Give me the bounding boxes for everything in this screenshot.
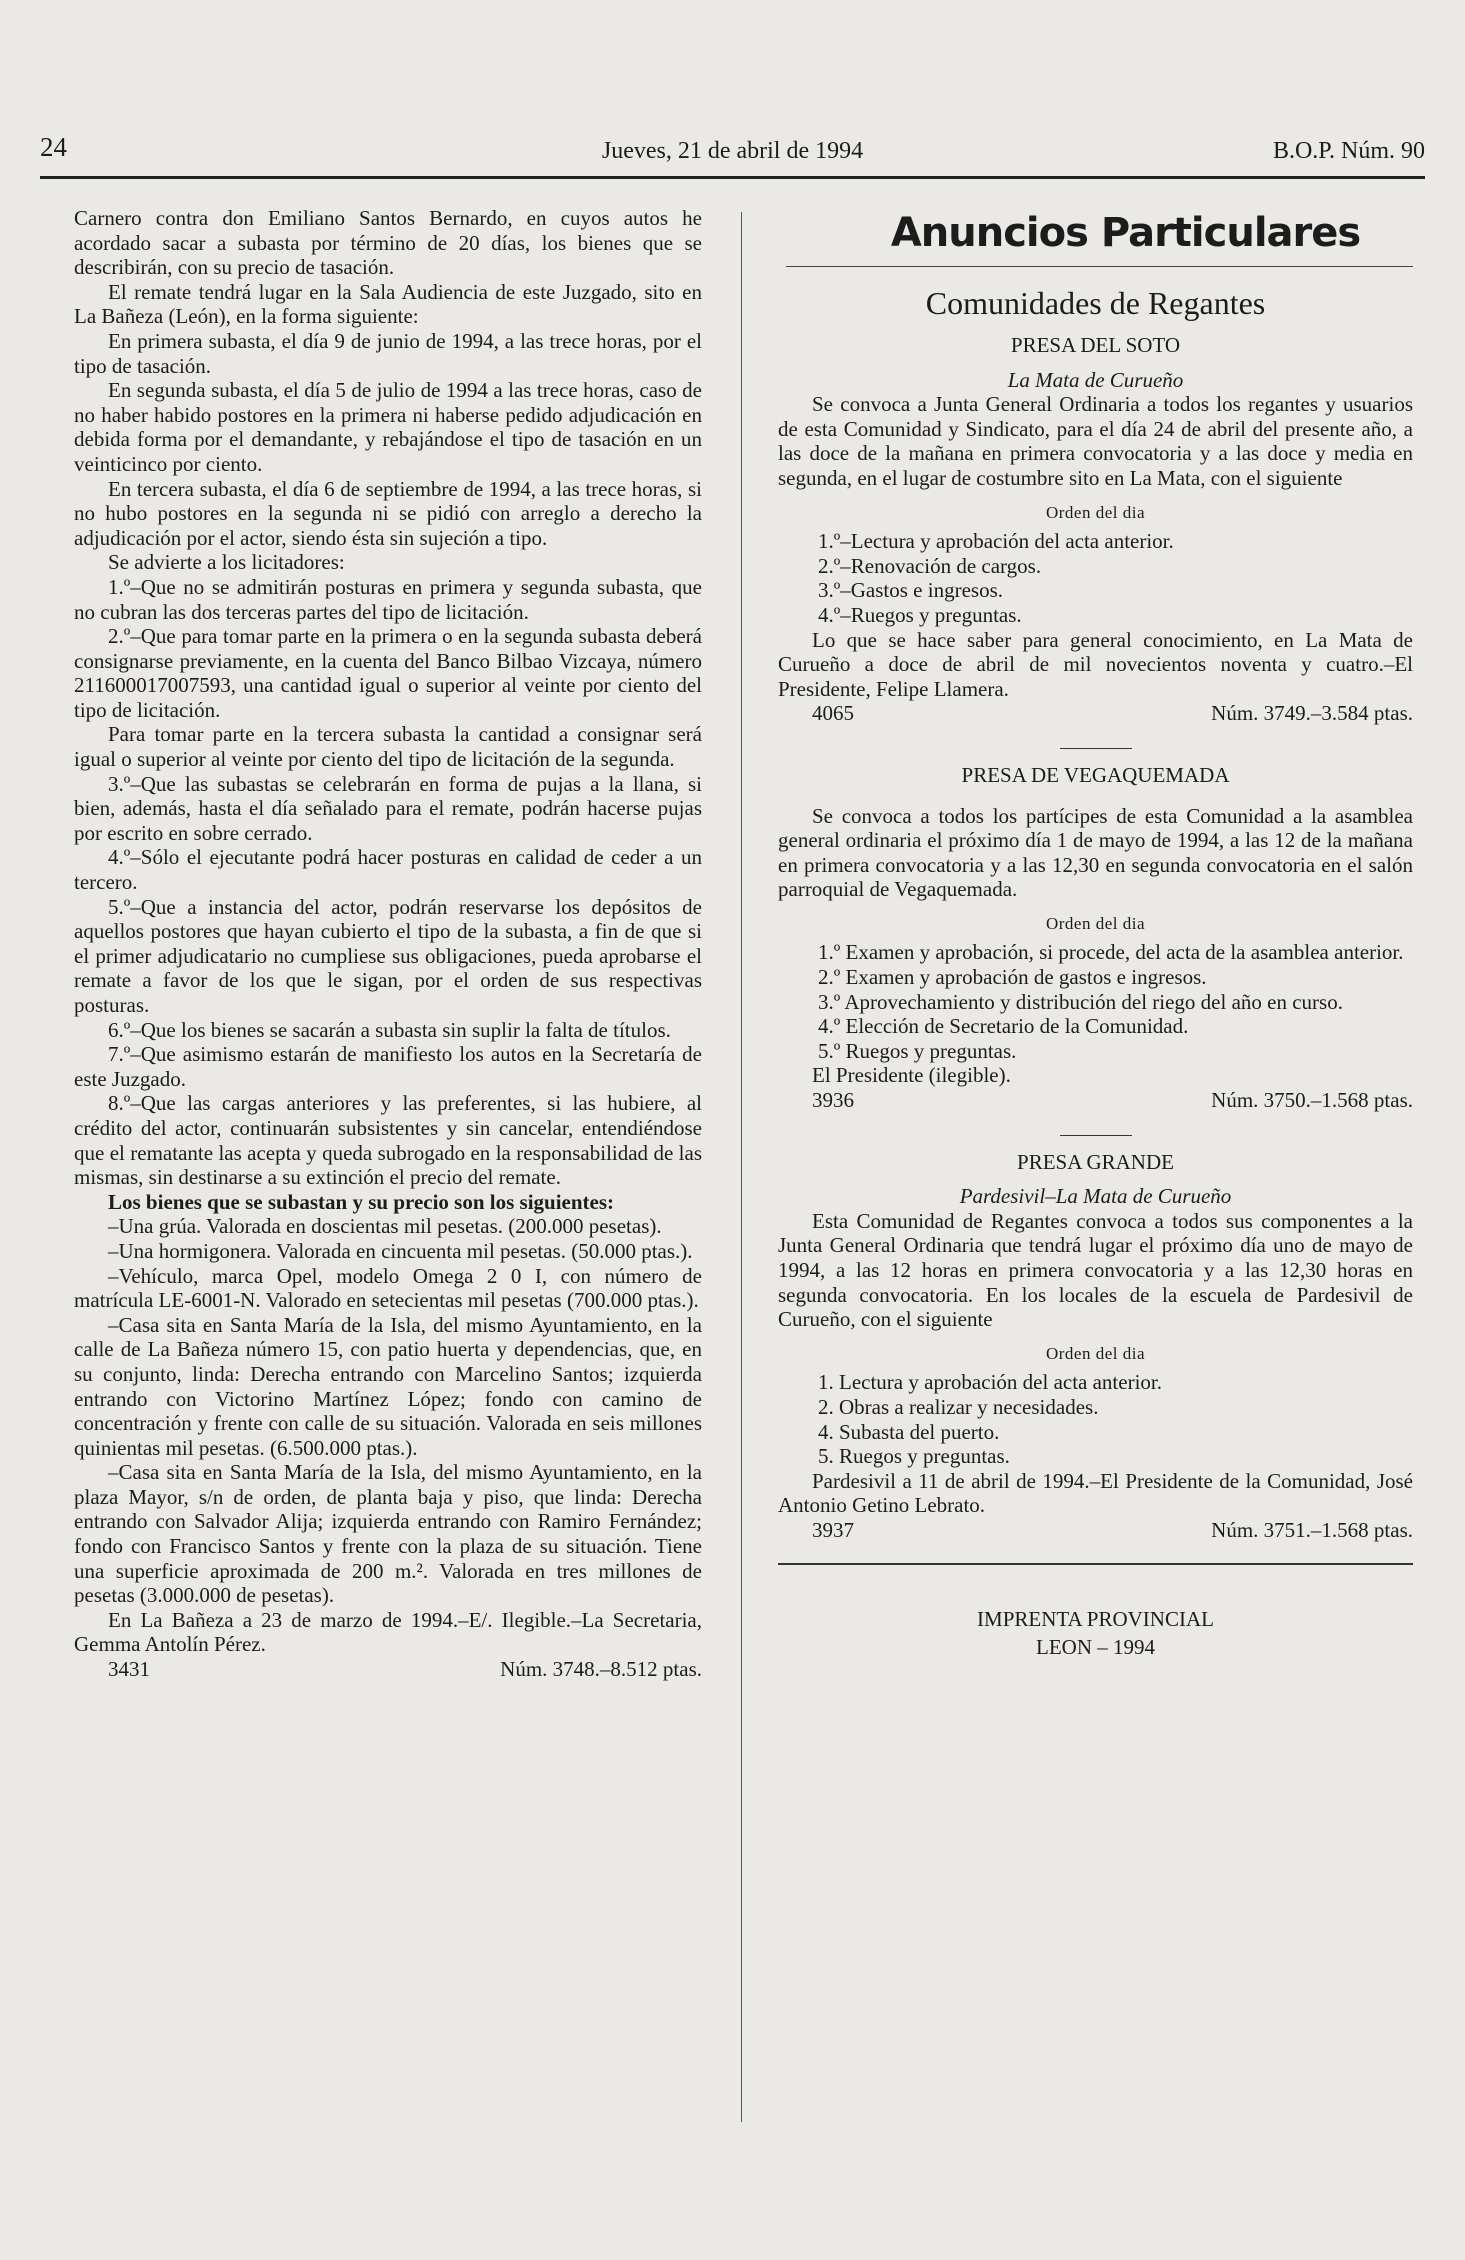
section-rule <box>786 266 1413 267</box>
notice-heading: PRESA GRANDE <box>1017 1149 1174 1174</box>
orden-item: 2.º–Renovación de cargos. <box>818 553 1042 578</box>
right-column <box>778 206 1413 1661</box>
body-paragraph: 8.º–Que las cargas anteriores y las preferentes, si las hubiere, al crédito del actor, continuarán subsistentes y sin cancelar, entendiéndose que el rematante las acepta y queda subrogado en la responsabilidad de las mismas, sin destinarse a su extinción el precio del remate. <box>74 1091 702 1190</box>
body-paragraph: Para tomar parte en la tercera subasta la cantidad a consignar será igual o superior al veinte por ciento del tipo de licitación de la segunda. <box>74 722 702 772</box>
orden-item: 5.º Ruegos y preguntas. <box>818 1038 1017 1063</box>
reference-line <box>778 1518 1413 1543</box>
body-paragraph: 6.º–Que los bienes se sacarán a subasta sin suplir la falta de títulos. <box>108 1017 671 1042</box>
orden-item: 3.º–Gastos e ingresos. <box>818 578 1003 603</box>
body-paragraph: 2.º–Que para tomar parte en la primera o en la segunda subasta deberá consignarse previamente, en la cuenta del Banco Bilbao Vizcaya, número 211600017007593, una cantidad igual o superior al veinte por ciento del tipo de licitación. <box>74 624 702 722</box>
page-number: 24 <box>40 132 67 162</box>
orden-item: 5. Ruegos y preguntas. <box>818 1444 1010 1469</box>
notice-body: Se convoca a Junta General Ordinaria a todos los regantes y usuarios de esta Comunidad y Sindicato, para el día 24 de abril del presente año, a las doce de la mañana en primera convocatoria y a las doce y media en segunda, en el lugar de costumbre sito en La Mata, con el siguiente <box>778 392 1413 490</box>
notice-presa-del-soto <box>778 323 1413 726</box>
goods-item: –Una grúa. Valorada en doscientas mil pesetas. (200.000 pesetas). <box>108 1214 662 1239</box>
reference-price: Núm. 3749.–3.584 ptas. <box>1211 701 1413 726</box>
notice-separator <box>1060 1135 1132 1136</box>
reference-price: Núm. 3750.–1.568 ptas. <box>1211 1088 1413 1113</box>
body-paragraph: 7.º–Que asimismo estarán de manifiesto los autos en la Secretaría de este Juzgado. <box>74 1042 702 1091</box>
body-paragraph: Carnero contra don Emiliano Santos Bernardo, en cuyos autos he acordado sacar a subasta por término de 20 días, los bienes que se describirán, con su precio de tasación. <box>74 206 702 280</box>
end-rule <box>778 1563 1413 1565</box>
orden-item: 1.º Examen y aprobación, si procede, del acta de la asamblea anterior. <box>818 940 1404 965</box>
orden-label: Orden del dia <box>1045 913 1146 933</box>
section-title: Anuncios Particulares <box>890 210 1361 256</box>
goods-item: –Casa sita en Santa María de la Isla, del mismo Ayuntamiento, en la calle de La Bañeza número 15, con patio huerta y dependencias, que, en su conjunto, linda: Derecha entrando con Marcelino Santos; izquierda entrando con Victorino Martínez López; fondo con camino de concentración y frente con calle de su situación. Valorada en seis millones quinientas mil pesetas. (6.500.000 ptas.). <box>74 1312 702 1460</box>
orden-label: Orden del dia <box>1045 502 1146 522</box>
subsection-title: Comunidades de Regantes <box>925 285 1266 321</box>
goods-item: –Una hormigonera. Valorada en cincuenta mil pesetas. (50.000 ptas.). <box>108 1238 693 1263</box>
reference-code: 3431 <box>108 1657 150 1682</box>
column-divider <box>741 212 742 2122</box>
goods-item: –Casa sita en Santa María de la Isla, del mismo Ayuntamiento, en la plaza Mayor, s/n de orden, de planta baja y piso, que linda: Derecha entrando con Salvador Alija; izquierda entrando con Ramiro Fernández; fondo con Francisco Santos y frente con la plaza de su situación. Tiene una superficie aproximada de 200 m.². Valorada en tres millones de pesetas (3.000.000 de pesetas). <box>74 1460 702 1608</box>
reference-price: Núm. 3748.–8.512 ptas. <box>500 1657 702 1682</box>
notice-closing: Lo que se hace saber para general conocimiento, en La Mata de Curueño a doce de abril de mil novecientos noventa y cuatro.–El Presidente, Felipe Llamera. <box>778 627 1413 701</box>
reference-code: 3937 <box>812 1517 854 1542</box>
body-paragraph: El remate tendrá lugar en la Sala Audiencia de este Juzgado, sito en La Bañeza (León), en la forma siguiente: <box>74 279 702 329</box>
orden-item: 4.º Elección de Secretario de la Comunidad. <box>818 1014 1189 1039</box>
body-paragraph: En primera subasta, el día 9 de junio de 1994, a las trece horas, por el tipo de tasación. <box>74 328 702 378</box>
goods-heading: Los bienes que se subastan y su precio son los siguientes: <box>108 1189 615 1214</box>
body-paragraph: 3.º–Que las subastas se celebrarán en forma de pujas a la llana, si bien, además, hasta el día señalado para el remate, podrán hacerse pujas por escrito en sobre cerrado. <box>74 771 702 845</box>
body-paragraph: En segunda subasta, el día 5 de julio de 1994 a las trece horas, caso de no haber habido postores en la primera ni haberse pedido adjudicación en debida forma por el demandante, y rebajándose el tipo de tasación en un veinticinco por ciento. <box>74 378 702 476</box>
issue-date: Jueves, 21 de abril de 1994 <box>601 138 864 164</box>
orden-item: 1.º–Lectura y aprobación del acta anterior. <box>818 529 1174 554</box>
notice-body: Esta Comunidad de Regantes convoca a todos sus componentes a la Junta General Ordinaria que tendrá lugar el próximo día uno de mayo de 1994, a las 12 horas en primera convocatoria y a las 12,30 horas en segunda convocatoria. En los locales de la escuela de Pardesivil de Curueño, con el siguiente <box>778 1208 1413 1332</box>
notice-subheading: La Mata de Curueño <box>1007 367 1184 392</box>
notice-presa-de-vegaquemada <box>778 763 1413 1113</box>
imprint <box>778 1605 1413 1661</box>
body-paragraph: 1.º–Que no se admitirán posturas en primera y segunda subasta, que no cubran las dos terceras partes del tipo de licitación. <box>74 574 702 624</box>
imprint-name: IMPRENTA PROVINCIAL <box>977 1606 1214 1631</box>
imprint-place-year: LEON – 1994 <box>1036 1634 1155 1659</box>
orden-item: 1. Lectura y aprobación del acta anterior. <box>818 1370 1162 1395</box>
reference-line <box>74 1657 702 1682</box>
bulletin-number: B.O.P. Núm. 90 <box>1272 138 1425 164</box>
body-paragraph: 5.º–Que a instancia del actor, podrán reservarse los depósitos de aquellos postores que hayan cubierto el tipo de la subasta, a fin de que si el primer adjudicatario no cumpliese sus obligaciones, pueda aprobarse el remate a favor de los que le sigan, por el orden de sus respectivas posturas. <box>74 894 702 1017</box>
reference-price: Núm. 3751.–1.568 ptas. <box>1211 1517 1413 1542</box>
notice-body: Se convoca a todos los partícipes de esta Comunidad a la asamblea general ordinaria el próximo día 1 de mayo de 1994, a las 12 de la mañana en primera convocatoria y a las 12,30 en segunda convocatoria en el salón parroquial de Vegaquemada. <box>778 803 1413 902</box>
notice-closing: Pardesivil a 11 de abril de 1994.–El Presidente de la Comunidad, José Antonio Getino Lebrato. <box>778 1468 1413 1518</box>
orden-item: 4. Subasta del puerto. <box>818 1419 1000 1444</box>
reference-code: 3936 <box>812 1088 854 1113</box>
body-paragraph: Se advierte a los licitadores: <box>108 550 345 575</box>
reference-line <box>778 1088 1413 1113</box>
page-header <box>40 132 1425 172</box>
left-column <box>74 206 702 1682</box>
reference-line <box>778 701 1413 726</box>
notice-closing: El Presidente (ilegible). <box>812 1063 1011 1088</box>
closing-signature: En La Bañeza a 23 de marzo de 1994.–E/. Ilegible.–La Secretaria, Gemma Antolín Pérez. <box>74 1607 702 1657</box>
goods-item: –Vehículo, marca Opel, modelo Omega 2 0 I, con número de matrícula LE-6001-N. Valorado en setecientas mil pesetas (700.000 ptas.). <box>74 1263 702 1313</box>
reference-code: 4065 <box>812 701 854 726</box>
notice-separator <box>1060 748 1132 749</box>
orden-item: 4.º–Ruegos y preguntas. <box>818 602 1022 627</box>
notice-presa-grande <box>778 1150 1413 1543</box>
notice-heading: PRESA DE VEGAQUEMADA <box>961 762 1230 787</box>
body-paragraph: 4.º–Sólo el ejecutante podrá hacer posturas en calidad de ceder a un tercero. <box>74 845 702 895</box>
orden-item: 3.º Aprovechamiento y distribución del riego del año en curso. <box>818 989 1343 1014</box>
orden-item: 2.º Examen y aprobación de gastos e ingresos. <box>818 965 1207 990</box>
header-rule <box>40 176 1425 179</box>
orden-item: 2. Obras a realizar y necesidades. <box>818 1394 1099 1419</box>
notice-heading: PRESA DEL SOTO <box>1010 333 1181 357</box>
notice-subheading: Pardesivil–La Mata de Curueño <box>959 1184 1232 1209</box>
body-paragraph: En tercera subasta, el día 6 de septiembre de 1994, a las trece horas, si no hubo postores en la segunda ni se pidió con arreglo a derecho la adjudicación por el actor, siendo ésta sin sujeción a tipo. <box>74 476 702 550</box>
orden-label: Orden del dia <box>1045 1343 1146 1363</box>
